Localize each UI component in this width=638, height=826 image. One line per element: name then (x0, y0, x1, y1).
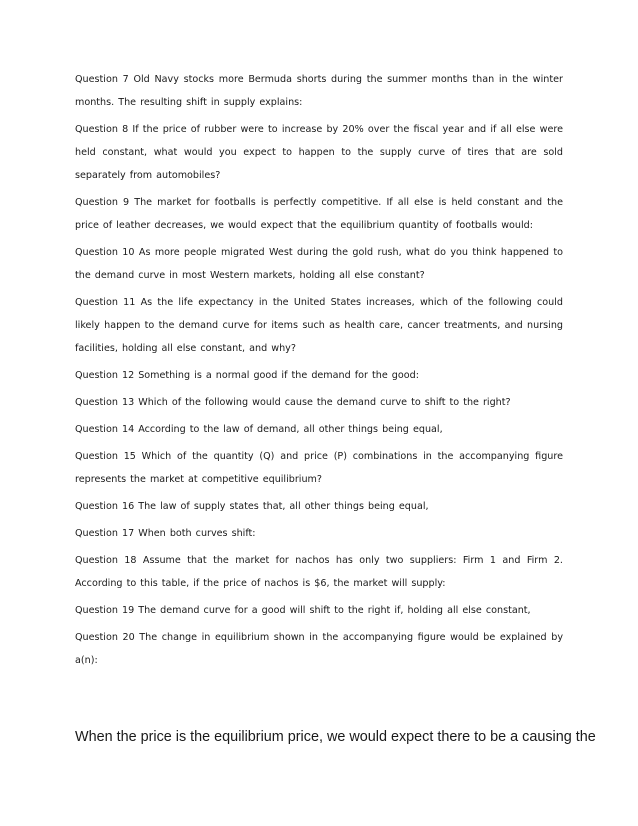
question-18: Question 18 Assume that the market for nachos has only two suppliers: Firm 1 and Firm 2. According to this table, if the price of nachos is $6, the market will supply: (75, 555, 563, 589)
question-14: Question 14 According to the law of demand, all other things being equal, (75, 424, 443, 435)
question-7: Question 7 Old Navy stocks more Bermuda shorts during the summer months than in the winter months. The resulting shift in supply explains: (75, 74, 563, 108)
question-13: Question 13 Which of the following would cause the demand curve to shift to the right? (75, 397, 511, 408)
question-12: Question 12 Something is a normal good if the demand for the good: (75, 370, 419, 381)
question-list (75, 68, 563, 676)
question-8: Question 8 If the price of rubber were to increase by 20% over the fiscal year and if all else were held constant, what would you expect to happen to the supply curve of tires that are sold separately from automobiles? (75, 124, 563, 181)
question-10: Question 10 As more people migrated West during the gold rush, what do you think happened to the demand curve in most Western markets, holding all else constant? (75, 247, 563, 281)
question-11: Question 11 As the life expectancy in the United States increases, which of the following could likely happen to the demand curve for items such as health care, cancer treatments, and nursing facilities, holding all else constant, and why? (75, 297, 563, 354)
question-19: Question 19 The demand curve for a good will shift to the right if, holding all else constant, (75, 605, 531, 616)
closing-line: When the price is the equilibrium price, we would expect there to be a causing the (75, 729, 596, 745)
question-17: Question 17 When both curves shift: (75, 528, 256, 539)
question-16: Question 16 The law of supply states that, all other things being equal, (75, 501, 429, 512)
question-9: Question 9 The market for footballs is perfectly competitive. If all else is held constant and the price of leather decreases, we would expect that the equilibrium quantity of footballs would: (75, 197, 563, 231)
question-20: Question 20 The change in equilibrium shown in the accompanying figure would be explained by a(n): (75, 632, 563, 666)
question-15: Question 15 Which of the quantity (Q) and price (P) combinations in the accompanying figure represents the market at competitive equilibrium? (75, 451, 563, 485)
